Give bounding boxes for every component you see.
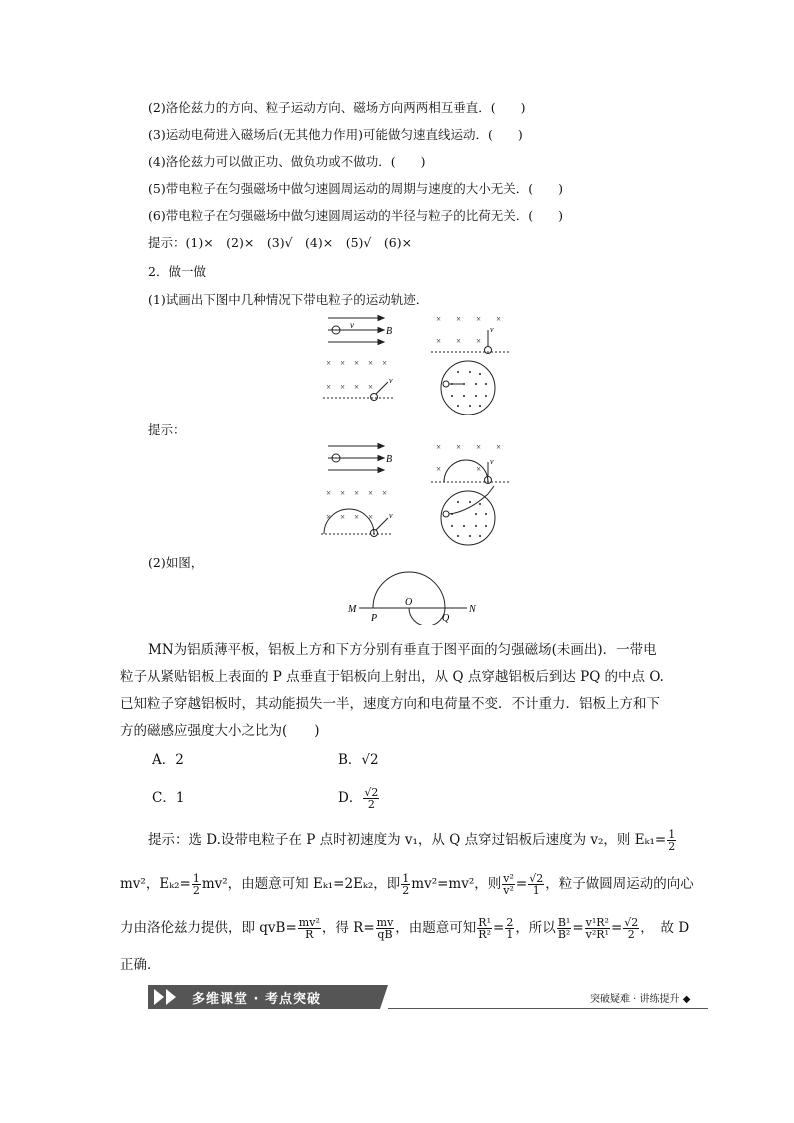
banner-subtitle: 突破疑难 · 讲练提升 ◆ [590,994,691,1005]
svg-text:×: × [368,512,374,522]
svg-text:×: × [354,488,360,498]
solution-text-2b: mv²，由题意可知 Eₖ₁=2Eₖ₂，即 [201,876,401,892]
svg-text:×: × [496,314,502,324]
label-m: M [348,604,357,615]
svg-text:×: × [476,336,482,346]
statement-2: (2)洛伦兹力的方向、粒子运动方向、磁场方向两两相互垂直．( ) [148,100,526,115]
label-p: P [371,613,378,624]
option-a: A．2 [152,752,184,768]
solution-text-2a: mv²，Eₖ₂= [120,876,191,892]
svg-text:×: × [340,512,346,522]
parallel-field-lines [328,316,384,345]
solution-text-3d: ，所以 [515,920,556,936]
problem-line-2: 粒子从紧贴铝板上表面的 P 点垂直于铝板向上射出，从 Q 点穿越铝板后到达 PQ 的中点 O. [120,669,664,685]
question-2-intro: (2)如图， [148,555,204,570]
problem-line-3: 已知粒子穿越铝板时，其动能损失一半，速度方向和电荷量不变．不计重力．铝板上方和下 [120,696,660,712]
svg-text:v: v [490,325,494,334]
svg-text:×: × [382,358,388,368]
label-q: Q [442,613,450,624]
svg-text:v: v [389,511,393,520]
solution-text-3a: 力由洛伦兹力提供，即 qvB= [120,920,297,936]
statement-5: (5)带电粒子在匀强磁场中做匀速圆周运动的周期与速度的大小无关．( ) [148,181,563,196]
svg-text:×: × [436,314,442,324]
svg-text:×: × [340,358,346,368]
hint-label-1: 提示： [148,422,186,437]
svg-text:×: × [456,442,462,452]
svg-text:×: × [456,336,462,346]
solution-text-2c: mv²=mv²，则 [411,876,502,892]
statement-6: (6)带电粒子在匀强磁场中做匀速圆周运动的半径与粒子的比荷无关．( ) [148,208,563,223]
solution-line-3: 力由洛伦兹力提供，即 qvB= $\frac{\text{mv²}}{R}$ ，得 R= $\frac{mv}{qB}$ ，由题意可知 $\frac{\text{R¹}}{\text{R²}}$ = $\frac{2}{1}$ ，所以 $\frac{\text{B¹}}{\text{B²}}$ = $\frac{\text{v¹R²}}{\text{v²R¹}}$ = $\frac{√2}{2}$ ， 故 D [120,916,690,941]
svg-text:×: × [382,488,388,498]
statement-3: (3)运动电荷进入磁场后(无其他力作用)可能做匀速直线运动．( ) [148,127,523,142]
svg-text:×: × [436,442,442,452]
svg-text:×: × [340,382,346,392]
v0-label: v [350,320,354,330]
field-label-b: B [386,326,393,337]
svg-text:×: × [436,336,442,346]
svg-text:×: × [476,442,482,452]
section-title: 2．做一做 [148,264,206,279]
svg-text:×: × [326,382,332,392]
svg-text:×: × [326,488,332,498]
question-1: (1)试画出下图中几种情况下带电粒子的运动轨迹． [148,292,429,307]
figure-field-scenarios [318,310,518,415]
solution-text-3e: ， 故 D [640,920,690,936]
svg-text:B: B [386,454,393,465]
banner-title: 多维课堂 · 考点突破 [192,992,321,1007]
svg-text:×: × [354,382,360,392]
svg-text:×: × [340,488,346,498]
solution-text-3c: ，由题意可知 [395,920,477,936]
option-d-label: D． [338,790,363,806]
svg-text:v: v [490,457,494,466]
solution-text-3b: ，得 R= [321,920,375,936]
solution-line-2: mv²，Eₖ₂= $\frac{1}{2}$ mv²，由题意可知 Eₖ₁=2Eₖ₂，即 $\frac{1}{2}$ mv²=mv²，则 $\frac{\text{v²}}{\text{v²}}$ = $\frac{√2}{1}$ ，粒子做圆周运动的向心 [120,872,694,897]
figure-plate-mnpq [345,570,485,625]
svg-text:×: × [354,512,360,522]
solution-text-2d: ，粒子做圆周运动的向心 [545,876,694,892]
svg-text:v: v [389,376,393,385]
label-n: N [469,604,476,615]
svg-text:×: × [436,464,442,474]
svg-text:×: × [326,358,332,368]
svg-text:×: × [368,488,374,498]
banner-subtitle-text: 突破疑难 · 讲练提升 [590,994,680,1005]
banner-rule [388,1008,708,1009]
option-c: C．1 [152,790,185,806]
svg-text:×: × [368,358,374,368]
svg-text:×: × [368,382,374,392]
solution-text-1: 提示：选 D.设带电粒子在 P 点时初速度为 v₁，从 Q 点穿过铝板后速度为 v₂，则 Eₖ₁= [148,832,667,848]
option-d: D． $\frac{√2}{2}$ [338,786,379,811]
svg-text:×: × [456,314,462,324]
svg-text:×: × [476,314,482,324]
svg-text:×: × [476,464,482,474]
svg-text:×: × [354,358,360,368]
solution-line-4: 正确． [120,957,161,973]
svg-text:×: × [326,512,332,522]
statement-4: (4)洛伦兹力可以做正功、做负功或不做功．( ) [148,154,426,169]
svg-text:×: × [496,442,502,452]
figure-trajectory-answers [318,438,518,546]
problem-line-4: 方的磁感应强度大小之比为( ) [120,723,320,739]
option-b: B．√2 [338,752,379,768]
hint-answers: 提示：(1)× (2)× (3)√ (4)× (5)√ (6)× [148,235,413,250]
problem-line-1: MN为铝质薄平板，铝板上方和下方分别有垂直于图平面的匀强磁场(未画出)．一带电 [148,642,657,658]
label-o: O [405,597,413,608]
solution-line-1: 提示：选 D.设带电粒子在 P 点时初速度为 v₁，从 Q 点穿过铝板后速度为 v₂，则 Eₖ₁= $\frac{1}{2}$ [148,828,676,853]
section-banner [148,985,388,1009]
